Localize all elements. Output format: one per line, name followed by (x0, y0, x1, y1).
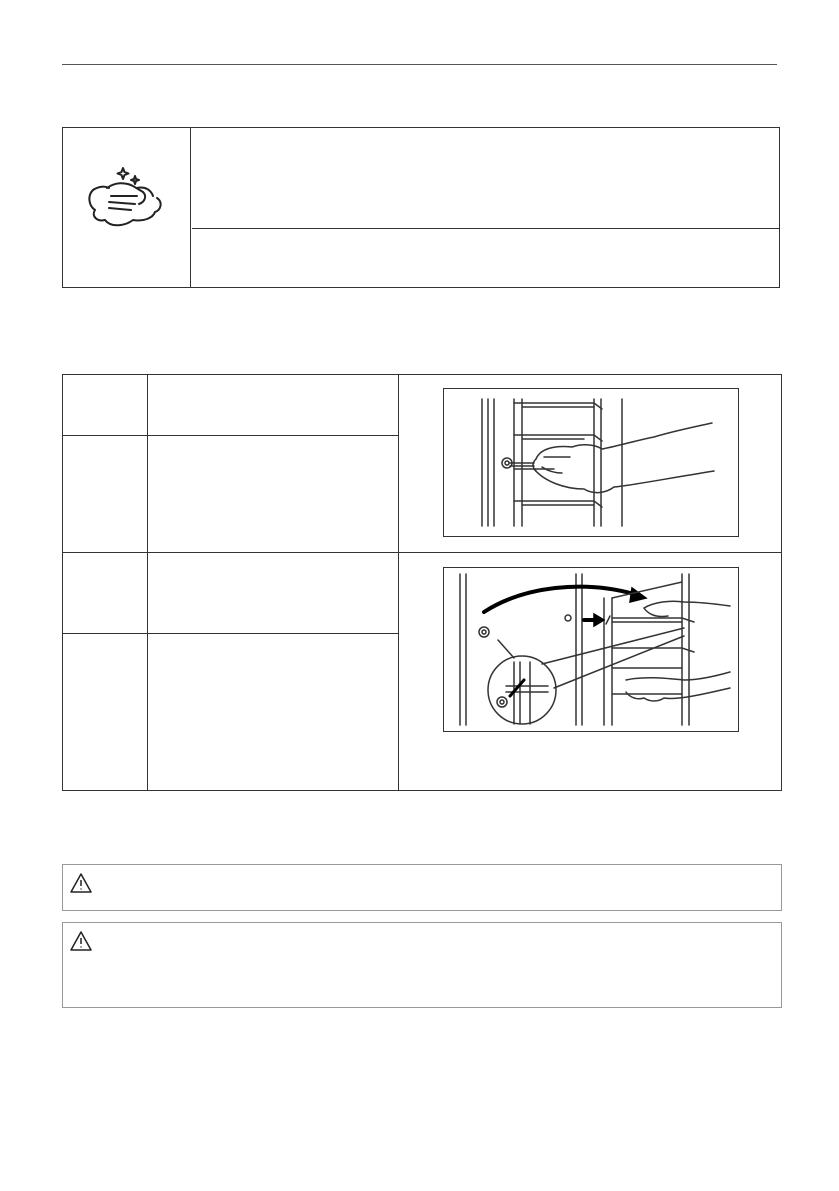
illustration-column-divider (398, 375, 399, 790)
cleaning-row-1 (192, 128, 779, 229)
warning-triangle-icon (69, 872, 93, 894)
shelf-support-removal-illustration (443, 388, 739, 537)
row-divider (63, 633, 398, 634)
steps-table (62, 374, 782, 791)
warning-box (62, 922, 782, 1008)
shelf-support-removal-drawing (444, 389, 738, 536)
warning-triangle-icon (69, 930, 93, 952)
row-divider (63, 435, 398, 436)
warning-box (62, 864, 782, 911)
cleaning-table (62, 127, 780, 288)
header-rule (62, 64, 777, 65)
cleaning-icon-cell (63, 128, 191, 287)
shelf-support-install-drawing (444, 568, 738, 731)
shelf-support-install-illustration (443, 567, 739, 732)
row-divider (63, 552, 781, 553)
step-number-column-divider (147, 375, 148, 790)
hand-wiping-sparkle-icon (81, 162, 173, 234)
cleaning-row-2 (192, 229, 779, 287)
